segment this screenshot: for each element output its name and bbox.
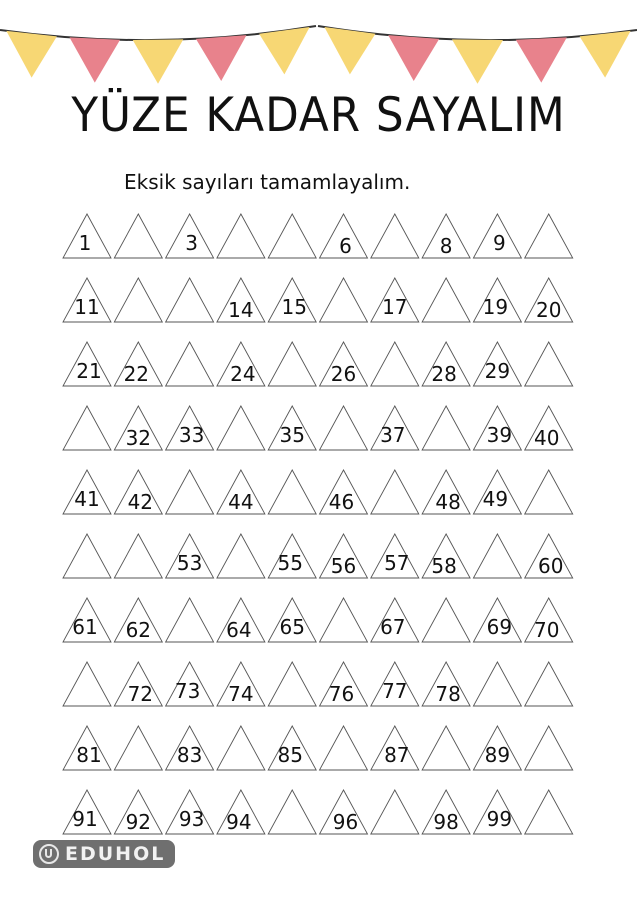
number-label: 44: [228, 490, 254, 514]
number-label: 32: [125, 426, 152, 450]
number-label: 64: [226, 618, 252, 642]
number-triangle: [473, 662, 521, 706]
number-label: 74: [228, 682, 254, 706]
number-triangle: [217, 726, 265, 770]
number-triangle: [166, 598, 214, 642]
number-triangle: [525, 214, 573, 258]
number-label: 94: [226, 810, 252, 834]
number-label: 14: [228, 298, 254, 322]
number-label: 92: [125, 810, 152, 834]
number-triangle: [320, 406, 368, 450]
number-label: 37: [380, 423, 406, 447]
number-triangle: [371, 790, 419, 834]
number-label: 60: [537, 554, 564, 578]
number-label: 28: [431, 362, 457, 386]
number-label: 70: [533, 618, 560, 642]
number-triangle: [371, 342, 419, 386]
number-label: 35: [279, 423, 305, 447]
number-triangle: [422, 726, 470, 770]
number-label: 8: [439, 234, 453, 258]
number-label: 24: [230, 362, 256, 386]
number-triangle: [166, 342, 214, 386]
number-triangle: [320, 726, 368, 770]
number-label: 91: [72, 807, 98, 831]
number-label: 6: [339, 234, 352, 258]
number-triangle: [217, 406, 265, 450]
number-triangle: [217, 534, 265, 578]
number-label: 40: [533, 426, 560, 450]
number-label: 53: [176, 551, 203, 575]
number-label: 61: [72, 615, 98, 639]
number-triangle: [114, 214, 162, 258]
number-triangle: [525, 470, 573, 514]
number-label: 39: [486, 423, 513, 447]
number-triangle: [473, 534, 521, 578]
number-triangle: [525, 342, 573, 386]
number-label: 85: [277, 743, 303, 767]
number-label: 58: [431, 554, 457, 578]
page-title: YÜZE KADAR SAYALIM: [71, 88, 566, 143]
number-triangle: [268, 662, 316, 706]
number-label: 17: [382, 295, 408, 319]
number-label: 96: [332, 810, 359, 834]
number-label: 9: [493, 231, 506, 255]
eduhol-logo: [33, 840, 175, 868]
number-label: 42: [127, 490, 154, 514]
number-label: 15: [281, 295, 307, 319]
number-triangle: [422, 406, 470, 450]
number-label: 65: [279, 615, 305, 639]
number-triangle: [525, 662, 573, 706]
number-triangle: [166, 278, 214, 322]
number-label: 26: [330, 362, 357, 386]
number-label: 57: [384, 551, 410, 575]
number-triangle: [217, 214, 265, 258]
number-label: 41: [74, 487, 100, 511]
number-label: 1: [78, 231, 92, 255]
number-label: 46: [328, 490, 355, 514]
number-label: 81: [76, 743, 102, 767]
number-label: 29: [484, 359, 511, 383]
number-label: 69: [486, 615, 513, 639]
number-label: 83: [176, 743, 203, 767]
number-triangle: [166, 470, 214, 514]
number-label: 56: [330, 554, 357, 578]
number-triangle: [63, 662, 111, 706]
number-label: 67: [380, 615, 406, 639]
number-label: 48: [435, 490, 461, 514]
number-label: 11: [74, 295, 100, 319]
number-label: 72: [127, 682, 154, 706]
number-label: 19: [482, 295, 509, 319]
number-label: 73: [174, 679, 201, 703]
number-triangle: [371, 470, 419, 514]
number-label: 33: [178, 423, 205, 447]
number-triangle: [422, 598, 470, 642]
number-label: 62: [125, 618, 152, 642]
number-triangle: [268, 214, 316, 258]
number-label: 3: [185, 231, 198, 255]
number-triangle: [371, 214, 419, 258]
pen-circle-icon: [39, 844, 59, 864]
number-triangle: [525, 790, 573, 834]
number-label: 78: [435, 682, 461, 706]
instruction-text: Eksik sayıları tamamlayalım.: [124, 170, 411, 194]
number-label: 20: [535, 298, 562, 322]
number-triangle: [268, 342, 316, 386]
number-label: 49: [482, 487, 509, 511]
number-label: 89: [484, 743, 511, 767]
number-label: 76: [328, 682, 355, 706]
number-triangle: [63, 534, 111, 578]
number-triangle: [63, 406, 111, 450]
number-label: 22: [123, 362, 150, 386]
number-triangle: [114, 534, 162, 578]
number-triangle: [422, 278, 470, 322]
number-triangle: [114, 726, 162, 770]
number-label: 77: [382, 679, 408, 703]
number-triangle: [525, 726, 573, 770]
number-label: 87: [384, 743, 410, 767]
logo-label: EDUHOL: [65, 843, 166, 865]
number-label: 21: [76, 359, 102, 383]
number-label: 55: [277, 551, 303, 575]
number-triangle: [320, 598, 368, 642]
number-triangle: [114, 278, 162, 322]
number-triangle: [268, 470, 316, 514]
number-triangle: [268, 790, 316, 834]
number-label: 93: [178, 807, 205, 831]
number-label: 99: [486, 807, 513, 831]
number-label: 98: [433, 810, 459, 834]
number-triangle: [320, 278, 368, 322]
